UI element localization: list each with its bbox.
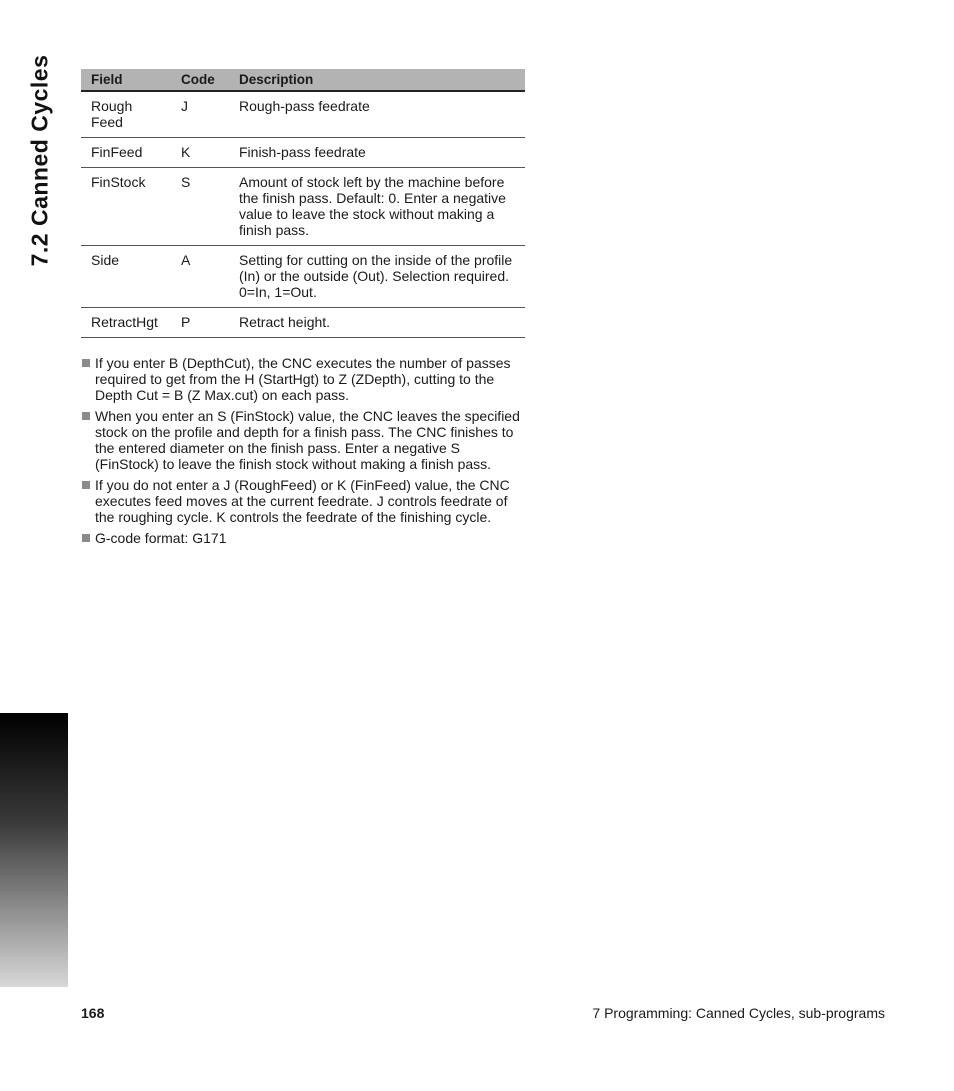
list-item-text: If you enter B (DepthCut), the CNC executes the number of passes required to get from the H (StartHgt) to Z (ZDepth), cutting to the Depth Cut = B (Z Max.cut) on each pass. [95,355,511,403]
list-item-text: If you do not enter a J (RoughFeed) or K (FinFeed) value, the CNC executes feed moves at the current feedrate. J controls feedrate of the roughing cycle. K controls the feedrate of the finishing cycle. [95,477,510,525]
cell-code: P [171,308,229,338]
cell-field: Rough Feed [81,91,171,138]
table-row [81,91,525,138]
header-description: Description [229,69,525,91]
cell-code: J [171,91,229,138]
header-field: Field [81,69,171,91]
notes-list [81,355,525,551]
chapter-title: 7 Programming: Canned Cycles, sub-programs [592,1005,885,1021]
section-side-title [20,50,60,270]
side-gradient-bar [0,713,68,987]
cell-code: A [171,246,229,308]
square-bullet-icon [82,359,90,367]
cell-description: Rough-pass feedrate [229,91,525,138]
cell-field: FinStock [81,168,171,246]
cell-code: K [171,138,229,168]
list-item-text: When you enter an S (FinStock) value, the CNC leaves the specified stock on the profile and depth for a finish pass. The CNC finishes to the entered diameter on the finish pass. Enter a negative S (FinStock) to leave the finish stock without making a finish pass. [95,408,520,472]
table-header-row [81,69,525,91]
cell-description: Amount of stock left by the machine before the finish pass. Default: 0. Enter a negative value to leave the stock without making a finish pass. [229,168,525,246]
cell-code: S [171,168,229,246]
list-item [81,477,525,525]
list-item [81,355,525,403]
section-title-text: 7.2 Canned Cycles [26,54,53,266]
table-row [81,168,525,246]
list-item-text: G-code format: G171 [95,530,227,546]
cell-description: Retract height. [229,308,525,338]
cell-description: Finish-pass feedrate [229,138,525,168]
table-row [81,138,525,168]
parameter-table [81,69,525,338]
cell-field: RetractHgt [81,308,171,338]
cell-field: Side [81,246,171,308]
list-item [81,408,525,472]
table-row [81,246,525,308]
header-code: Code [171,69,229,91]
square-bullet-icon [82,412,90,420]
table-row [81,308,525,338]
square-bullet-icon [82,534,90,542]
list-item [81,530,525,546]
cell-field: FinFeed [81,138,171,168]
cell-description: Setting for cutting on the inside of the profile (In) or the outside (Out). Selection required. 0=In, 1=Out. [229,246,525,308]
square-bullet-icon [82,481,90,489]
page-number: 168 [81,1005,105,1021]
